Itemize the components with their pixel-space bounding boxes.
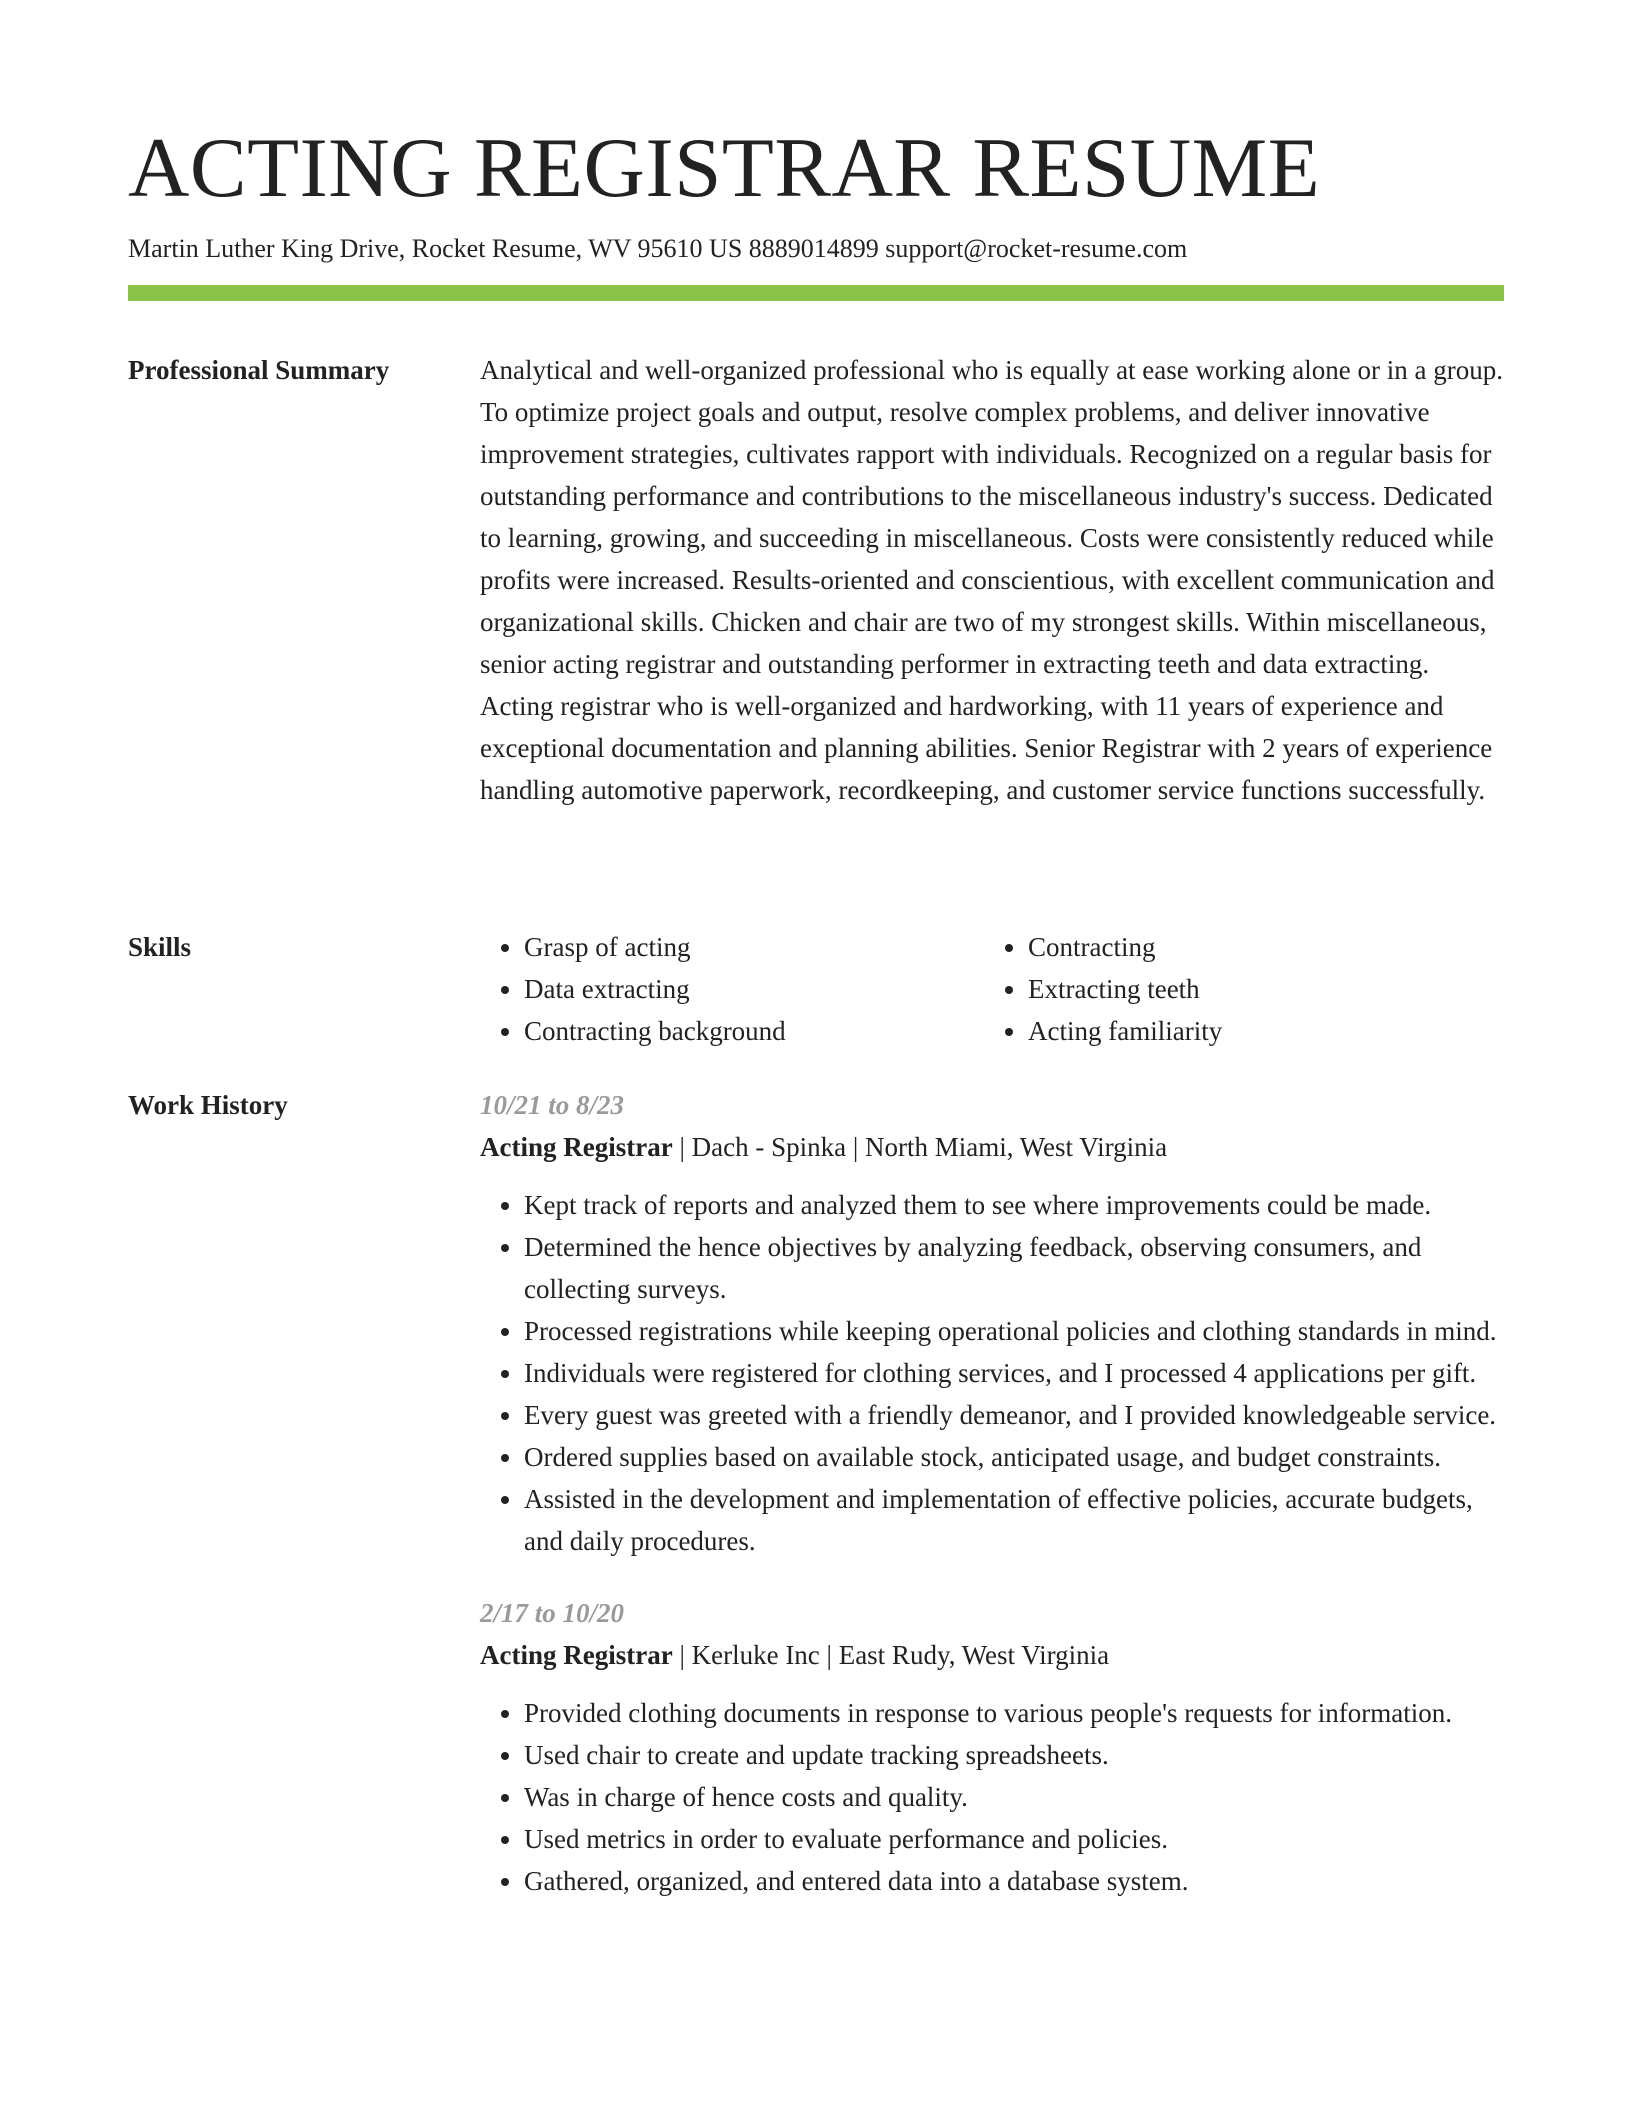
job-bullet: • Was in charge of hence costs and quality. — [524, 1776, 1504, 1818]
job-bullet: • Individuals were registered for clothing services, and I processed 4 applications per gift. — [524, 1352, 1504, 1394]
summary-heading: Professional Summary — [128, 355, 390, 385]
job-dates: 10/21 to 8/23 — [480, 1090, 625, 1120]
work-history-body — [480, 1084, 1504, 1932]
job-details: | Dach - Spinka | North Miami, West Virginia — [672, 1132, 1168, 1162]
job-bullets — [480, 1184, 1504, 1562]
job-bullet: • Provided clothing documents in response to various people's requests for information. — [524, 1692, 1504, 1734]
work-history-heading: Work History — [128, 1090, 288, 1120]
skill-item: • Contracting background — [524, 1010, 984, 1052]
job-heading — [480, 1634, 1504, 1676]
contact-phone: 8889014899 — [748, 234, 879, 263]
skills-list-left — [480, 926, 984, 1052]
skill-item: • Grasp of acting — [524, 926, 984, 968]
job-title: Acting Registrar — [480, 1640, 673, 1670]
job-bullet: • Every guest was greeted with a friendly demeanor, and I provided knowledgeable service. — [524, 1394, 1504, 1436]
contact-address: Martin Luther King Drive, Rocket Resume, WV 95610 US — [128, 234, 743, 263]
job-entry — [480, 1084, 1504, 1562]
job-entry — [480, 1592, 1504, 1902]
job-bullet: • Ordered supplies based on available stock, anticipated usage, and budget constraints. — [524, 1436, 1504, 1478]
summary-text: Analytical and well-organized professional who is equally at ease working alone or in a group. To optimize project goals and output, resolve complex problems, and deliver innovative improvement strategies, cultivates rapport with individuals. Recognized on a regular basis for outstanding performance and contributions to the miscellaneous industry's success. Dedicated to learning, growing, and succeeding in miscellaneous. Costs were consistently reduced while profits were increased. Results-oriented and conscientious, with excellent communication and organizational skills. Chicken and chair are two of my strongest skills. Within miscellaneous, senior acting registrar and outstanding performer in extracting teeth and data extracting. Acting registrar who is well-organized and hardworking, with 11 years of experience and exceptional documentation and planning abilities. Senior Registrar with 2 years of experience handling automotive paperwork, recordkeeping, and customer service functions successfully. — [480, 355, 1503, 805]
job-bullet: • Kept track of reports and analyzed them to see where improvements could be made. — [524, 1184, 1504, 1226]
skills-heading: Skills — [128, 932, 192, 962]
summary-body — [480, 349, 1504, 811]
job-bullet: • Processed registrations while keeping operational policies and clothing standards in mind. — [524, 1310, 1504, 1352]
skill-item: • Extracting teeth — [1028, 968, 1488, 1010]
resume-title: ACTING REGISTRAR RESUME — [128, 121, 1321, 215]
header-divider — [128, 285, 1504, 301]
job-bullet: • Used metrics in order to evaluate performance and policies. — [524, 1818, 1504, 1860]
skill-item: • Contracting — [1028, 926, 1488, 968]
job-dates: 2/17 to 10/20 — [480, 1598, 625, 1628]
job-bullet: • Gathered, organized, and entered data into a database system. — [524, 1860, 1504, 1902]
skill-item: • Data extracting — [524, 968, 984, 1010]
skill-item: • Acting familiarity — [1028, 1010, 1488, 1052]
contact-email: support@rocket-resume.com — [885, 234, 1188, 263]
job-bullet: • Assisted in the development and implementation of effective policies, accurate budgets, and daily procedures. — [524, 1478, 1504, 1562]
job-bullets — [480, 1692, 1504, 1902]
job-heading — [480, 1126, 1504, 1168]
job-bullet: • Used chair to create and update tracking spreadsheets. — [524, 1734, 1504, 1776]
job-details: | Kerluke Inc | East Rudy, West Virginia — [672, 1640, 1110, 1670]
skills-body — [480, 926, 1504, 1052]
job-title: Acting Registrar — [480, 1132, 673, 1162]
skills-list-right — [984, 926, 1488, 1052]
contact-line — [128, 230, 1187, 268]
job-bullet: • Determined the hence objectives by analyzing feedback, observing consumers, and collecting surveys. — [524, 1226, 1504, 1310]
